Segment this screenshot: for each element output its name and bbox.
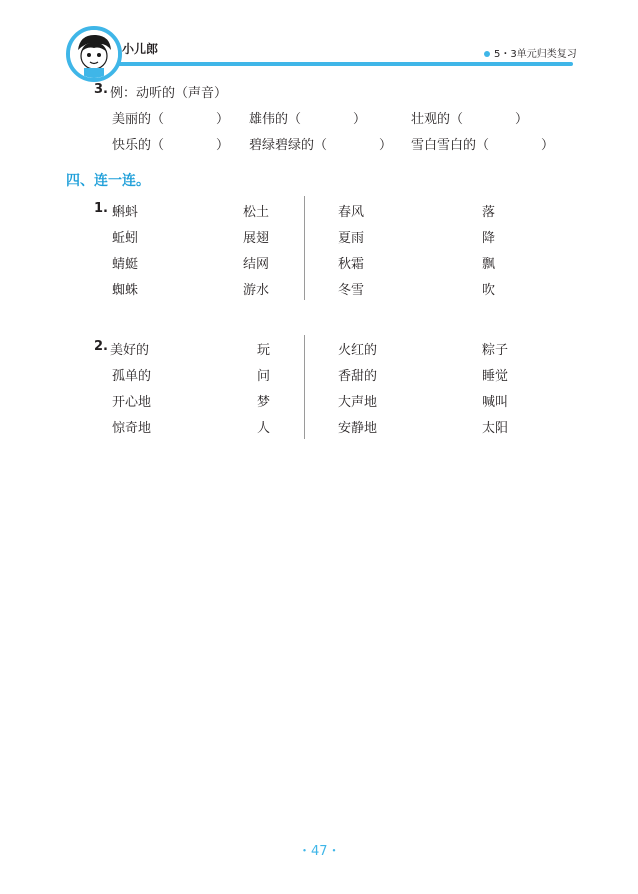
match-target: 结网 — [243, 257, 270, 272]
q3-blank: 快乐的（ ） — [112, 138, 230, 153]
chapter-text: 5・3单元归类复习 — [494, 49, 577, 60]
page-header — [0, 0, 638, 80]
cartoon-boy-icon — [66, 26, 122, 82]
match-word: 蜘蛛 — [112, 283, 139, 298]
match-word: 美好的 — [110, 343, 150, 358]
match-target: 降 — [482, 231, 496, 246]
match-word: 孤单的 — [112, 369, 152, 384]
match-word: 开心地 — [112, 395, 152, 410]
chapter-label — [484, 45, 577, 60]
match1-number: 1. — [94, 201, 108, 216]
section-heading: 四、连一连。 — [66, 173, 150, 189]
q3-blank: 美丽的（ ） — [112, 112, 230, 127]
column-divider — [304, 335, 305, 439]
q3-blank: 碧绿碧绿的（ ） — [249, 138, 393, 153]
brand-label: 小儿郎 — [122, 42, 159, 56]
q3-blank: 壮观的（ ） — [411, 112, 529, 127]
q3-blank: 雪白雪白的（ ） — [411, 138, 555, 153]
header-rule — [108, 62, 573, 66]
column-divider — [304, 196, 305, 300]
match-target: 人 — [257, 421, 271, 436]
match-target: 落 — [482, 205, 496, 220]
match-target: 睡觉 — [482, 369, 509, 384]
match-target: 展翅 — [243, 231, 270, 246]
match-word: 安静地 — [338, 421, 378, 436]
match-target: 太阳 — [482, 421, 509, 436]
match-word: 蝌蚪 — [112, 205, 139, 220]
match-target: 飘 — [482, 257, 496, 272]
match-word: 秋霜 — [338, 257, 365, 272]
match-word: 蚯蚓 — [112, 231, 139, 246]
match-word: 夏雨 — [338, 231, 365, 246]
match-target: 游水 — [243, 283, 270, 298]
match-target: 喊叫 — [482, 395, 509, 410]
page-number: ・47・ — [298, 844, 341, 859]
match-word: 冬雪 — [338, 283, 365, 298]
match-target: 吹 — [482, 283, 496, 298]
match-target: 松土 — [243, 205, 270, 220]
match-target: 问 — [257, 369, 271, 384]
q3-blank: 雄伟的（ ） — [249, 112, 367, 127]
bullet-dot-icon — [484, 51, 490, 57]
match-target: 粽子 — [482, 343, 509, 358]
match-word: 惊奇地 — [112, 421, 152, 436]
match-word: 蜻蜓 — [112, 257, 139, 272]
q3-number: 3. — [94, 82, 108, 97]
match-word: 香甜的 — [338, 369, 378, 384]
match-word: 大声地 — [338, 395, 378, 410]
q3-example: 例：动听的（声音） — [110, 86, 228, 101]
match-word: 春风 — [338, 205, 365, 220]
match2-number: 2. — [94, 339, 108, 354]
match-target: 梦 — [257, 395, 271, 410]
match-target: 玩 — [257, 343, 271, 358]
match-word: 火红的 — [338, 343, 378, 358]
